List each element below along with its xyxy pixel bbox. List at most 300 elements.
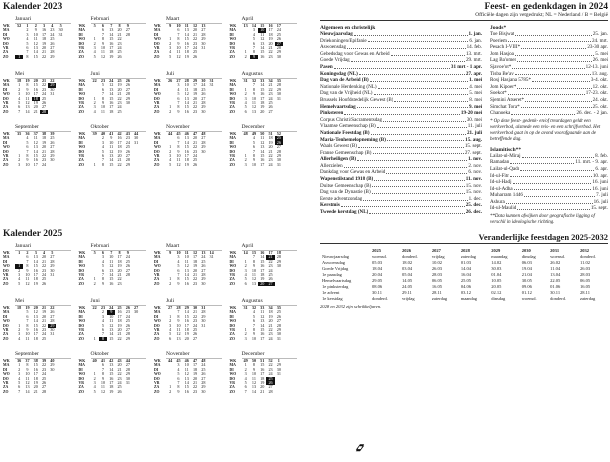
day-number: 22: [268, 49, 273, 55]
day-number: 18: [33, 276, 38, 282]
day-number: 12: [109, 263, 114, 269]
day-number: 26: [192, 331, 198, 337]
holiday-row: [320, 117, 482, 124]
holiday-date: 11. juli: [467, 123, 482, 130]
day-number: 23: [117, 99, 122, 105]
leader-dots: [386, 169, 467, 174]
day-number: 8: [101, 36, 104, 42]
day-number: 28: [276, 254, 281, 260]
day-cells: [242, 163, 283, 167]
day-number: 24: [41, 271, 47, 277]
day-number: 27: [125, 27, 130, 33]
holiday-name-cell: 1e kerstdag: [322, 295, 343, 301]
day-number: 1: [169, 144, 172, 150]
day-number: 30: [276, 263, 281, 269]
day-number: 5: [26, 139, 29, 145]
row-label: MA: [78, 363, 85, 368]
day-number: 18: [184, 326, 189, 332]
week-number: 48: [201, 131, 206, 136]
day-number: 22: [192, 144, 198, 150]
week-number: 18: [276, 250, 281, 255]
day-number: 29: [276, 326, 281, 332]
holiday-date: 12. okt.: [592, 83, 608, 90]
holiday-date: 8. feb.: [595, 152, 608, 159]
week-number: 16: [268, 23, 273, 28]
day-cells: [242, 390, 283, 394]
day-number: 9: [252, 157, 255, 163]
week-number: 43: [125, 131, 130, 136]
day-number: 8: [101, 95, 104, 101]
calendar-2023-title: Kalender 2023: [3, 2, 63, 12]
week-number: 38: [41, 131, 47, 136]
day-number: 17: [260, 335, 265, 341]
day-number: 30: [125, 99, 130, 105]
day-number: 6: [18, 104, 21, 110]
week-number: 42: [109, 358, 114, 363]
day-number: 2: [244, 331, 247, 337]
holiday-date: 1. dec.: [468, 195, 482, 202]
day-number: 26: [125, 263, 130, 269]
day-number: 6: [252, 144, 255, 150]
day-number: 15: [260, 258, 265, 264]
day-row: [3, 337, 77, 341]
week-number: 51: [268, 131, 273, 136]
week-number: 40: [92, 358, 97, 363]
day-number: 3: [18, 91, 21, 97]
day-number: 18: [268, 135, 273, 141]
month-name: December: [242, 124, 298, 132]
table-cell: 16.05: [431, 283, 442, 289]
day-number: 5: [101, 148, 104, 154]
day-number: 29: [276, 49, 281, 55]
day-number: 1: [169, 313, 172, 319]
holiday-row: [320, 163, 482, 170]
leader-dots: [334, 64, 450, 69]
table-cell: 16.04: [460, 271, 471, 277]
day-number: 9: [252, 91, 255, 97]
row-label: ZO: [78, 109, 84, 114]
day-number: 17: [260, 267, 265, 273]
holiday-date: 17-23. okt.: [585, 90, 608, 97]
day-number: 7: [101, 271, 104, 277]
day-number: 25: [268, 271, 273, 277]
day-number: 10: [25, 91, 30, 97]
day-number: 19: [117, 322, 122, 328]
leader-dots: [369, 209, 464, 214]
day-number: 14: [33, 49, 38, 55]
day-number: 23: [41, 366, 47, 372]
day-number: 16: [33, 366, 38, 372]
week-number: 38: [33, 358, 38, 363]
row-label: VR: [229, 153, 235, 158]
table-cell: 13.04: [550, 271, 561, 277]
day-number: 1: [18, 82, 21, 88]
month-block: [3, 351, 77, 394]
day-number: 16: [33, 326, 38, 332]
holiday-name: Franse Gemeenschap (B): [320, 149, 372, 156]
day-cells: [15, 337, 56, 341]
row-label: MA: [154, 363, 161, 368]
day-number: 19: [192, 371, 198, 377]
day-number: 27: [50, 144, 55, 150]
day-number: 8: [101, 371, 104, 377]
day-number: 17: [117, 313, 122, 319]
day-number: 8: [101, 276, 104, 282]
row-label: WO: [154, 37, 161, 42]
day-number: 10: [251, 161, 257, 167]
row-label: ZO: [154, 109, 160, 114]
table-cell: dinsdag: [521, 253, 536, 259]
day-number: 11: [100, 108, 105, 114]
day-number: 18: [33, 375, 38, 381]
day-number: 18: [268, 31, 273, 37]
week-number: 36: [25, 131, 30, 136]
row-label: WO: [78, 372, 86, 377]
leader-dots: [371, 130, 466, 135]
day-number: 4: [177, 258, 180, 264]
row-label: WK: [3, 306, 10, 310]
day-number: 17: [192, 362, 198, 368]
day-number: 3: [101, 254, 104, 260]
day-row: [3, 110, 77, 114]
day-number: 8: [101, 161, 104, 167]
row-label: VR: [229, 380, 235, 385]
month-name: September: [15, 351, 71, 359]
day-number: 26: [41, 280, 47, 286]
day-cells: [91, 163, 141, 167]
day-number: 9: [101, 375, 104, 381]
day-number: 21: [117, 366, 122, 372]
day-number: 23: [50, 27, 55, 33]
holiday-date: 31 mrt - 1 apr.: [450, 63, 482, 70]
day-row: [230, 55, 304, 59]
feast-subtitle: Officiële dagen zijn vetgedrukt; NL = Nederland / B = België: [320, 12, 608, 21]
day-number: 31: [276, 95, 281, 101]
day-number: 23: [268, 53, 273, 59]
day-number: 6: [252, 318, 255, 324]
holiday-name: Id-ul-Maulid: [490, 205, 517, 212]
day-number: 19: [33, 99, 38, 105]
day-number: 26: [41, 99, 47, 105]
day-number: 29: [125, 161, 130, 167]
day-number: 29: [201, 144, 206, 150]
day-number: 2: [93, 280, 96, 286]
holiday-name: Id-ul-Fitr: [490, 172, 509, 179]
day-row: [79, 110, 153, 114]
holiday-row: [320, 31, 482, 38]
day-number: 22: [268, 362, 273, 368]
day-number: 12: [25, 379, 30, 385]
day-number: 12: [260, 313, 265, 319]
leader-dots: [374, 90, 469, 95]
holiday-name: Koningsdag (NL): [320, 70, 358, 77]
day-number: 15: [260, 86, 265, 92]
row-label: VR: [78, 45, 84, 50]
month-block: [229, 124, 304, 167]
day-number: 16: [109, 99, 114, 105]
week-number: 4: [42, 250, 46, 255]
holiday-row: [320, 97, 482, 104]
day-number: 14: [184, 379, 189, 385]
day-row: [230, 390, 304, 394]
row-label: WK: [78, 306, 86, 310]
week-number: 31: [243, 305, 248, 310]
day-number: 5: [244, 379, 247, 385]
table-cell: zaterdag: [431, 295, 448, 301]
day-number: 26: [201, 263, 206, 269]
holiday-row: [320, 143, 482, 150]
day-number: 29: [201, 36, 206, 42]
day-number: 5: [101, 82, 104, 88]
day-number: 31: [209, 254, 214, 260]
month-name: November: [166, 124, 222, 132]
table-cell: 01.04: [491, 271, 502, 277]
week-number: 2: [26, 250, 29, 255]
day-number: 3: [18, 271, 21, 277]
day-number: 16: [117, 309, 122, 315]
day-number: 14: [184, 309, 189, 315]
week-number: 1: [18, 250, 21, 255]
leader-dots: [520, 166, 594, 171]
day-number: 19: [268, 36, 273, 42]
day-number: [275, 390, 283, 394]
day-number: 26: [125, 82, 130, 88]
feast-title: Feest- en gedenkdagen in 2024: [484, 2, 608, 12]
day-number: 3: [93, 44, 96, 50]
table-row: [320, 295, 608, 301]
week-number: 31: [201, 305, 206, 310]
holiday-name: Toe Bisjwat: [490, 31, 515, 37]
row-label: MA: [3, 255, 10, 260]
day-number: 21: [192, 271, 198, 277]
day-number: 30: [201, 108, 206, 114]
month-block: [229, 298, 304, 341]
day-number: 10: [251, 371, 257, 377]
calendar-2025-grid: [3, 243, 303, 394]
day-number: 22: [117, 335, 122, 341]
week-number: 9: [169, 250, 172, 255]
day-number: 16: [41, 27, 47, 33]
holiday-name: Aswoensdag: [320, 44, 347, 51]
day-number: 2: [169, 40, 172, 46]
day-number: 19: [268, 139, 273, 145]
row-label: VR: [154, 153, 160, 158]
day-number: 14: [260, 254, 265, 260]
holiday-date: 3-4. okt.: [590, 77, 608, 84]
week-number: 52: [276, 131, 281, 136]
row-label: WK: [154, 359, 161, 363]
day-number: 20: [192, 27, 198, 33]
row-label: ZO: [78, 389, 84, 394]
row-label: DI: [229, 367, 234, 372]
day-number: 29: [201, 104, 206, 110]
day-number: 18: [117, 144, 122, 150]
day-number: 8: [252, 362, 255, 368]
day-number: 9: [101, 280, 104, 286]
day-number: 19: [117, 148, 122, 154]
day-number: 4: [169, 157, 172, 163]
holiday-name: Vlaamse Gemeenschap (B): [320, 123, 376, 130]
leader-dots: [510, 173, 592, 178]
week-number: 2: [34, 23, 37, 28]
day-number: 26: [201, 371, 206, 377]
row-label: ZA: [229, 277, 235, 282]
day-number: 24: [117, 379, 122, 385]
day-number: 5: [244, 276, 247, 282]
day-number: 3: [177, 254, 180, 260]
week-number: 44: [134, 131, 139, 136]
day-number: 15: [184, 276, 189, 282]
day-number: 10: [184, 254, 189, 260]
week-number: 37: [33, 131, 38, 136]
row-label: DO: [3, 268, 9, 273]
month-block: [229, 243, 304, 286]
day-number: 24: [268, 161, 273, 167]
row-label: ZO: [3, 281, 9, 286]
day-number: 4: [101, 144, 104, 150]
table-cell: donderd.: [550, 295, 567, 301]
day-number: 9: [177, 40, 180, 46]
day-number: 13: [184, 135, 189, 141]
day-number: 1: [93, 161, 96, 167]
day-number: [132, 163, 140, 167]
day-number: 24: [125, 139, 130, 145]
day-number: 22: [117, 161, 122, 167]
month-name: November: [166, 351, 222, 359]
day-number: 10: [251, 267, 257, 273]
row-label: ZO: [229, 109, 235, 114]
holiday-row: [490, 77, 608, 84]
day-row: [154, 282, 228, 286]
week-number: 26: [168, 78, 173, 83]
day-number: 8: [26, 82, 29, 88]
day-number: 4: [252, 31, 255, 37]
day-number: 3: [18, 331, 21, 337]
row-label: ZA: [78, 332, 84, 337]
week-number: 24: [109, 305, 114, 310]
jewish-heading: Joods*: [490, 25, 507, 31]
week-number: 23: [100, 78, 106, 83]
week-number: 21: [41, 305, 47, 310]
day-number: 25: [41, 276, 47, 282]
day-row: [3, 55, 77, 59]
holiday-date: 6. nov.: [468, 169, 482, 176]
day-number: 19: [260, 379, 265, 385]
week-number: 41: [100, 358, 106, 363]
day-number: 6: [26, 254, 29, 260]
day-number: 13: [184, 95, 189, 101]
day-number: [48, 337, 56, 341]
row-label: MA: [154, 83, 161, 88]
holiday-name: Goede Vrijdag: [320, 57, 350, 64]
day-number: 15: [260, 326, 265, 332]
day-number: 2: [244, 263, 247, 269]
day-number: 27: [268, 108, 273, 114]
holiday-name: Dag van de Vrijheid (NL): [320, 90, 373, 97]
week-number: 17: [268, 250, 273, 255]
leader-dots: [514, 186, 592, 191]
day-number: 24: [268, 371, 273, 377]
holiday-date: 1. nov.: [467, 156, 482, 163]
day-number: 24: [125, 254, 130, 260]
day-number: [124, 55, 132, 59]
day-number: 12: [33, 139, 38, 145]
row-label: WO: [229, 145, 237, 150]
row-label: ZA: [78, 277, 84, 282]
holiday-date: 8. mei: [469, 96, 482, 103]
general-holidays-list: [320, 24, 482, 226]
day-number: 15: [260, 362, 265, 368]
day-number: 11: [260, 31, 265, 37]
day-number: 10: [176, 44, 181, 50]
day-number: 23: [268, 263, 273, 269]
row-label: WK: [3, 132, 10, 136]
day-number: 27: [125, 152, 130, 158]
week-number: 14: [209, 250, 214, 255]
day-number: 20: [268, 318, 273, 324]
day-number: 23: [117, 375, 122, 381]
day-cells: [91, 55, 132, 59]
day-number: 29: [276, 362, 281, 368]
holiday-name: Sjemini Atseret*: [490, 96, 525, 103]
row-label: DI: [3, 259, 8, 264]
row-label: MA: [3, 28, 10, 33]
day-number: 17: [33, 371, 38, 377]
day-number: 10: [25, 161, 30, 167]
holiday-row: [320, 202, 482, 209]
holiday-date: 11. nov.: [465, 176, 482, 183]
row-label: WO: [229, 92, 237, 97]
day-number: 24: [192, 152, 198, 158]
row-label: VR: [78, 380, 84, 385]
day-number: 26: [41, 379, 47, 385]
day-number: 21: [41, 318, 47, 324]
month-name: Januari: [15, 243, 71, 251]
day-number: 20: [192, 375, 198, 381]
table-cell: 14.02: [491, 259, 502, 265]
holiday-row: [320, 123, 482, 130]
table-cell: 05.04: [401, 271, 413, 277]
row-label: ZA: [154, 277, 160, 282]
leader-dots: [357, 104, 468, 109]
leader-dots: [377, 123, 467, 128]
day-cells: [166, 282, 216, 286]
holiday-name: Waals Gewest (B): [320, 143, 357, 150]
day-number: 14: [184, 31, 189, 37]
day-number: 21: [33, 108, 38, 114]
holiday-row: [490, 179, 608, 186]
row-label: MA: [229, 363, 236, 368]
day-number: 3: [169, 152, 172, 158]
day-number: 12: [260, 36, 265, 42]
day-number: 27: [50, 44, 55, 50]
day-number: 12: [184, 371, 189, 377]
table-cell: 28.03: [431, 271, 442, 277]
day-number: 17: [117, 254, 122, 260]
row-label: MA: [78, 83, 85, 88]
month-block: [3, 124, 77, 167]
day-number: 12: [109, 82, 114, 88]
day-number: 29: [50, 263, 55, 269]
day-number: 16: [184, 280, 189, 286]
row-label: DO: [3, 376, 9, 381]
day-number: 9: [252, 263, 255, 269]
month-name: Juni: [91, 298, 147, 306]
row-label: DO: [229, 96, 236, 101]
day-number: 21: [192, 99, 198, 105]
table-cell: 14.04: [460, 265, 471, 271]
day-number: 8: [252, 86, 255, 92]
